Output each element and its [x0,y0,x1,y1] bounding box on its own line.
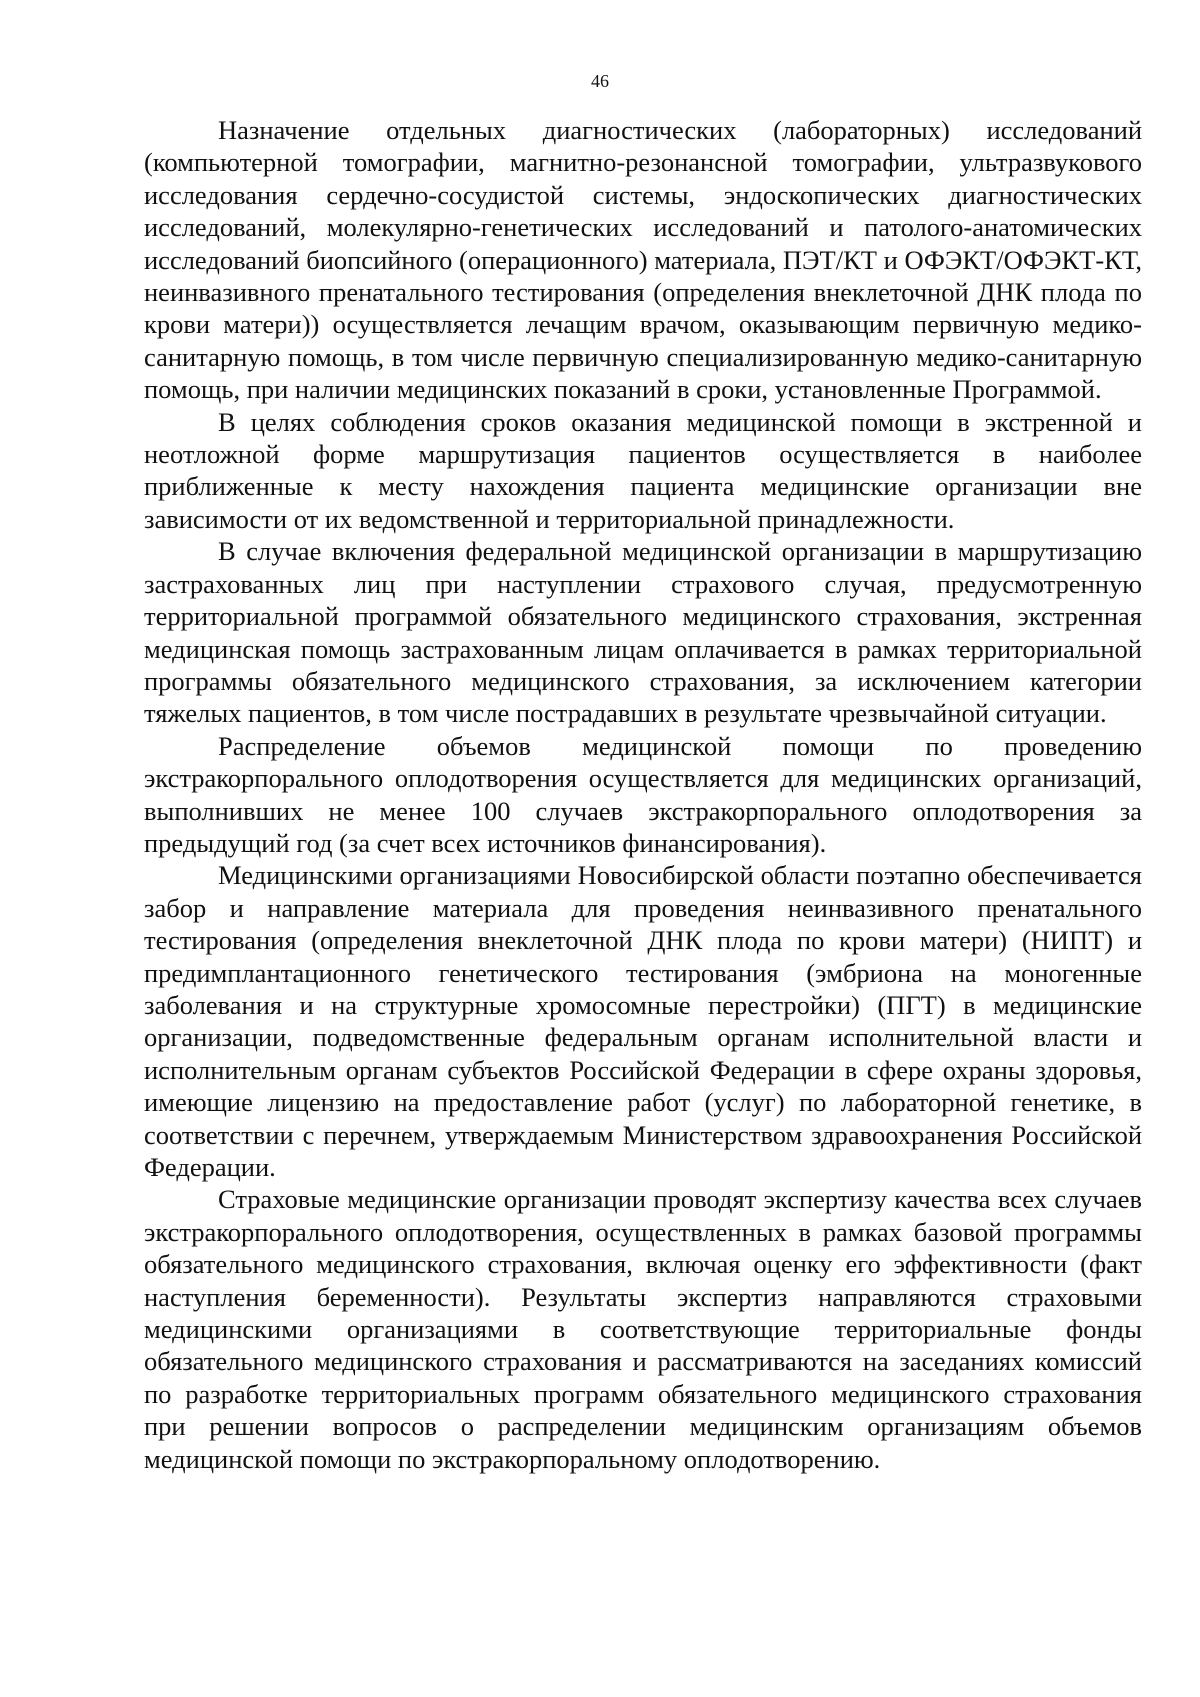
paragraph-ivf-distribution: Распределение объемов медицинской помощи по проведению экстракорпорального оплодотворения осуществляется для медицинских организаций, выполнивших не менее 100 случаев экстракорпорального оплодотворения за предыдущий год (за счет всех источников финансирования). [144,730,1142,858]
page-number: 46 [591,71,609,91]
document-body [144,114,1142,1475]
paragraph-emergency-routing: В целях соблюдения сроков оказания медицинской помощи в экстренной и неотложной форме маршрутизация пациентов осуществляется в наиболее приближенные к месту нахождения пациента медицинские организации вне зависимости от их ведомственной и территориальной принадлежности. [144,406,1142,534]
paragraph-diagnostic-tests: Назначение отдельных диагностических (лабораторных) исследований (компьютерной томографии, магнитно-резонансной томографии, ультразвукового исследования сердечно-сосудистой системы, эндоскопических диагностических исследований, молекулярно-генетических исследований и патолого-анатомических исследований биопсийного (операционного) материала, ПЭТ/КТ и ОФЭКТ/ОФЭКТ-КТ, неинвазивного пренатального тестирования (определения внеклеточной ДНК плода по крови матери)) осуществляется лечащим врачом, оказывающим первичную медико-санитарную помощь, в том числе первичную специализированную медико-санитарную помощь, при наличии медицинских показаний в сроки, установленные Программой. [144,115,1142,405]
paragraph-insurance-expertise: Страховые медицинские организации проводят экспертизу качества всех случаев экстракорпорального оплодотворения, осуществленных в рамках базовой программы обязательного медицинского страхования, включая оценку его эффективности (факт наступления беременности). Результаты экспертиз направляются страховыми медицинскими организациями в соответствующие территориальные фонды обязательного медицинского страхования и рассматриваются на заседаниях комиссий по разработке территориальных программ обязательного медицинского страхования при решении вопросов о распределении медицинским организациям объемов медицинской помощи по экстракорпоральному оплодотворению. [144,1184,1142,1474]
paragraph-federal-organization: В случае включения федеральной медицинской организации в маршрутизацию застрахованных лиц при наступлении страхового случая, предусмотренную территориальной программой обязательного медицинского страхования, экстренная медицинская помощь застрахованным лицам оплачивается в рамках территориальной программы обязательного медицинского страхования, за исключением категории тяжелых пациентов, в том числе пострадавших в результате чрезвычайной ситуации. [144,536,1142,729]
paragraph-prenatal-testing: Медицинскими организациями Новосибирской области поэтапно обеспечивается забор и направление материала для проведения неинвазивного пренатального тестирования (определения внеклеточной ДНК плода по крови матери) (НИПТ) и предимплантационного генетического тестирования (эмбриона на моногенные заболевания и на структурные хромосомные перестройки) (ПГТ) в медицинские организации, подведомственные федеральным органам исполнительной власти и исполнительным органам субъектов Российской Федерации в сфере охраны здоровья, имеющие лицензию на предоставление работ (услуг) по лабораторной генетике, в соответствии с перечнем, утверждаемым Министерством здравоохранения Российской Федерации. [144,860,1142,1182]
